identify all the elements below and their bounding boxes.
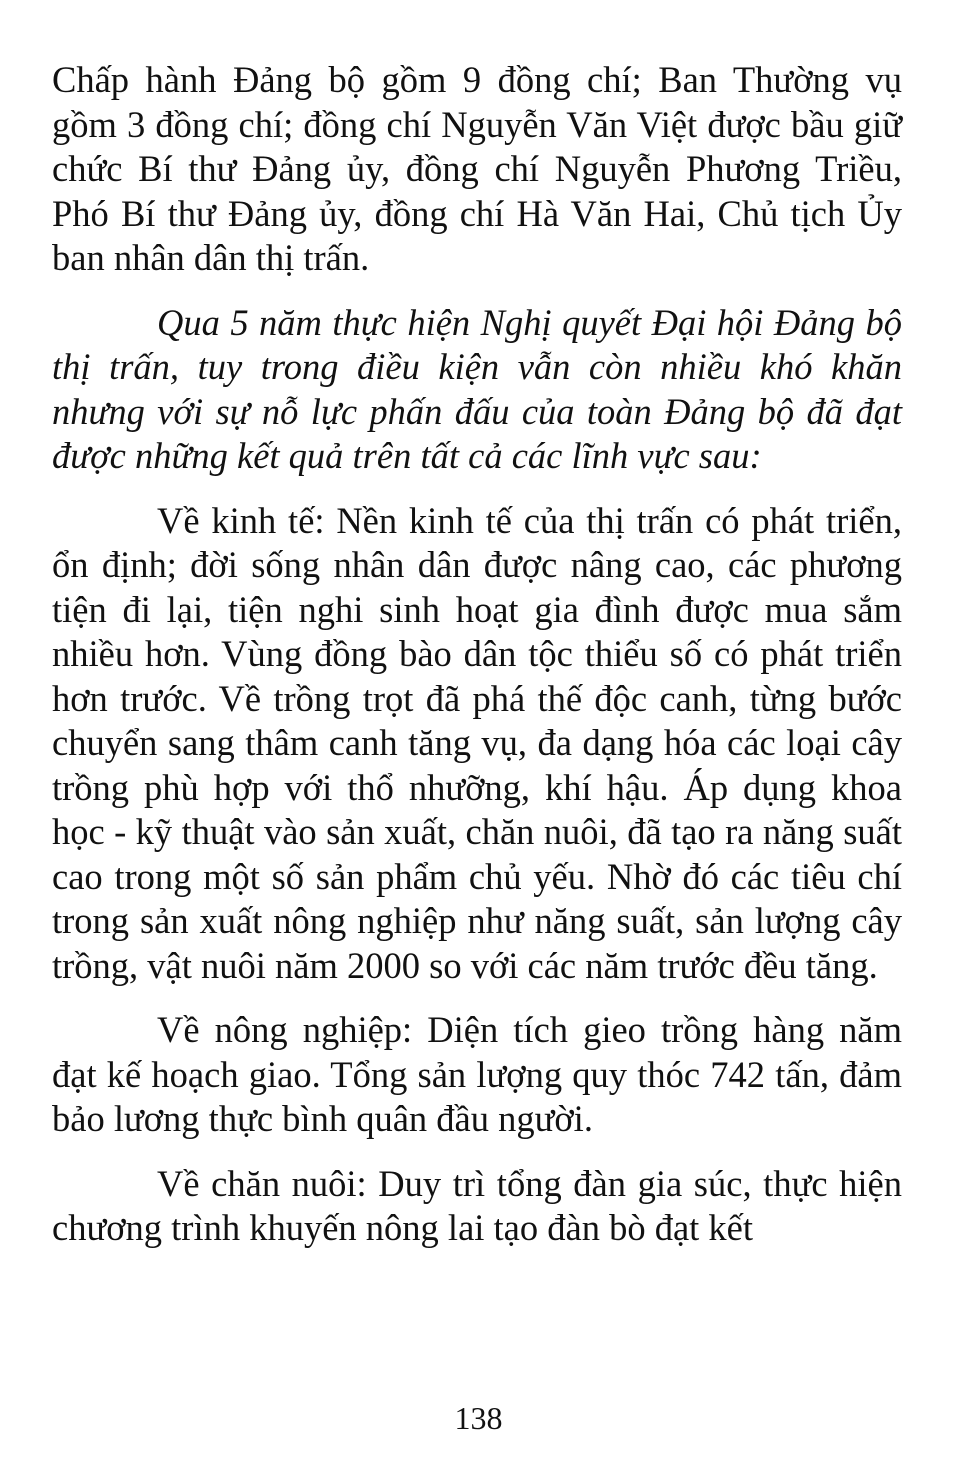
paragraph-livestock: Về chăn nuôi: Duy trì tổng đàn gia súc, thực hiện chương trình khuyến nông lai tạo đàn bò đạt kết bbox=[52, 1162, 902, 1248]
paragraph-five-year-summary: Qua 5 năm thực hiện Nghị quyết Đại hội Đảng bộ thị trấn, tuy trong điều kiện vẫn còn nhiều khó khăn nhưng với sự nỗ lực phấn đấu của toàn Đảng bộ đã đạt được những kết quả trên tất cả các lĩnh vực sau: bbox=[52, 301, 902, 476]
paragraph-economy: Về kinh tế: Nền kinh tế của thị trấn có phát triển, ổn định; đời sống nhân dân được nâng cao, các phương tiện đi lại, tiện nghi sinh hoạt gia đình được mua sắm nhiều hơn. Vùng đồng bào dân tộc thiểu số có phát triển hơn trước. Về trồng trọt đã phá thế độc canh, từng bước chuyển sang thâm canh tăng vụ, đa dạng hóa các loại cây trồng phù hợp với thổ nhưỡng, khí hậu. Áp dụng khoa học - kỹ thuật vào sản xuất, chăn nuôi, đã tạo ra năng suất cao trong một số sản phẩm chủ yếu. Nhờ đó các tiêu chí trong sản xuất nông nghiệp như năng suất, sản lượng cây trồng, vật nuôi năm 2000 so với các năm trước đều tăng. bbox=[52, 499, 902, 986]
paragraph-agriculture: Về nông nghiệp: Diện tích gieo trồng hàng năm đạt kế hoạch giao. Tổng sản lượng quy thóc 742 tấn, đảm bảo lương thực bình quân đầu người. bbox=[52, 1009, 902, 1139]
paragraph-party-committee: Chấp hành Đảng bộ gồm 9 đồng chí; Ban Thường vụ gồm 3 đồng chí; đồng chí Nguyễn Văn Việt được bầu giữ chức Bí thư Đảng ủy, đồng chí Nguyễn Phương Triều, Phó Bí thư Đảng ủy, đồng chí Hà Văn Hai, Chủ tịch Ủy ban nhân dân thị trấn. bbox=[52, 59, 902, 278]
page-body bbox=[52, 58, 902, 1251]
page-number: 138 bbox=[454, 1400, 503, 1436]
